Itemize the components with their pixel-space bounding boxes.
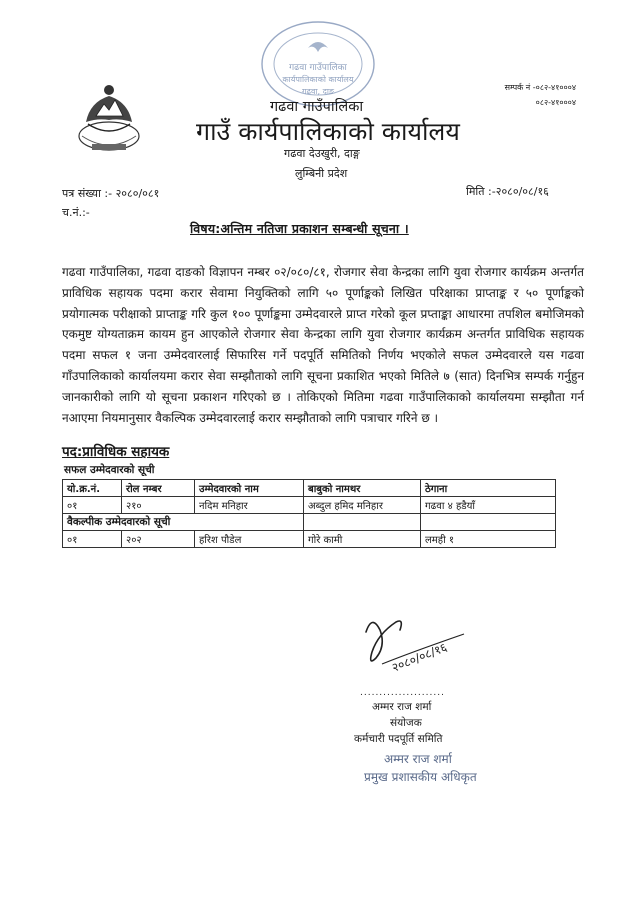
cell-empty: [421, 514, 556, 531]
signatory-committee: कर्मचारी पदपूर्ति समिति: [354, 733, 443, 745]
notice-body: गढवा गाउँपालिका, गढवा दाङको विज्ञापन नम्बर ०२/०८०/८१, रोजगार सेवा केन्द्रका लागि युवा रोजगार कार्यक्रम अन्तर्गत प्राविधिक सहायक पदमा करार सेवामा नियुक्तिको लागि ५० पूर्णाङ्कको लिखित परिक्षाका प्राप्ताङ्क र ५० पूर्णाङ्कको प्रयोगात्मक परीक्षाको प्राप्ताङ्क गरि कुल १०० पूर्णाङ्कमा उम्मेदवारले प्राप्त गरेको कूल प्रप्ताङ्का आधारमा तपशिल बमोजिमको एकमुष्ट योग्यताक्रम कायम हुन आएकोले रोजगार सेवा केन्द्रका लागि युवा रोजगार कार्यक्रम अन्तर्गत प्राविधिक सहायक पदमा सफल १ जना उम्मेदवारलाई सिफारिस गर्ने पदपूर्ति समितिको निर्णय भएकोले सफल उम्मेदवारले यस गढवा गाँउपालिकाको कार्यालयमा करार सेवा सम्झौताको लागि सूचना प्रकाशित भएको मितिले ७ (सात) दिनभित्र सम्पर्क गर्नुहुन जानकारीको लागि यो सूचना प्रकाशन गरिएको छ । तोकिएको मितिमा गढवा गाउँपालिकाको कार्यालयमा सम्झौता गर्न नआएमा नियमानुसार वैकल्पिक उम्मेदवारलाई करार सम्झौताको लागि पत्राचार गरिने छ ।: [62, 265, 584, 425]
signatory-name: अम्मर राज शर्मा: [372, 701, 432, 713]
handwritten-signature: [352, 612, 472, 684]
cell-roll: २१०: [122, 497, 195, 514]
cell-serial: ०१: [63, 531, 122, 548]
cell-roll: २०२: [122, 531, 195, 548]
cell-empty: [304, 514, 421, 531]
signature-date: २०८०/०८/१६: [389, 640, 449, 675]
office-address: गढवा देउखुरी, दाङ्ग: [284, 147, 360, 160]
successful-list-caption: सफल उम्मेदवारको सूची: [64, 464, 155, 476]
phone-number-2: ०८२-४१०००४: [535, 98, 576, 107]
reference-number: पत्र संख्या :- २०८०/०८१: [62, 187, 160, 200]
letter-date: मिति :-२०८०/०८/१६: [466, 185, 549, 198]
government-emblem-icon: [68, 78, 150, 160]
org-name: गढवा गाउँपालिका: [270, 99, 364, 115]
alternate-caption-row: [63, 514, 556, 531]
dispatch-number: च.नं.:-: [62, 206, 90, 219]
signatory-role: संयोजक: [390, 717, 422, 729]
officer-stamp-role: प्रमुख प्रशासकीय अधिकृत: [364, 770, 477, 784]
header-candidate: उम्मेदवारको नाम: [195, 480, 304, 497]
svg-text:गढवा, दाङ: गढवा, दाङ: [301, 87, 335, 96]
subject-line: विषय:अन्तिम नतिजा प्रकाशन सम्बन्धी सूचना ।: [190, 221, 409, 236]
cell-father: अब्दुल हमिद मनिहार: [304, 497, 421, 514]
phone-number-1: सम्पर्क नं -०८२-४१०००४: [504, 83, 576, 92]
alternate-list-caption: वैकल्पीक उम्मेदवारको सूची: [63, 514, 304, 531]
header-father: बाबुको नामथर: [304, 480, 421, 497]
cell-candidate: नदिम मनिहार: [195, 497, 304, 514]
cell-address: गढवा ४ हडैयाँ: [421, 497, 556, 514]
officer-stamp-name: अम्मर राज शर्मा: [384, 752, 452, 766]
cell-candidate: हरिश पौडेल: [195, 531, 304, 548]
office-province: लुम्बिनी प्रदेश: [295, 167, 348, 180]
cell-father: गोरे कामी: [304, 531, 421, 548]
results-table: [62, 479, 556, 548]
header-serial: यो.क्र.नं.: [63, 480, 122, 497]
table-header-row: [63, 480, 556, 497]
signature-line: ......................: [360, 688, 445, 698]
office-title: गाउँ कार्यपालिकाको कार्यालय: [196, 117, 460, 146]
header-address: ठेगाना: [421, 480, 556, 497]
header-roll: रोल नम्बर: [122, 480, 195, 497]
cell-address: लमही १: [421, 531, 556, 548]
table-row: [63, 497, 556, 514]
table-row: [63, 531, 556, 548]
svg-text:कार्यपालिकाको कार्यालय: कार्यपालिकाको कार्यालय: [282, 75, 354, 84]
post-title: पद:प्राविधिक सहायक: [62, 444, 170, 460]
cell-serial: ०१: [63, 497, 122, 514]
svg-text:गढवा गाउँपालिका: गढवा गाउँपालिका: [289, 63, 347, 73]
